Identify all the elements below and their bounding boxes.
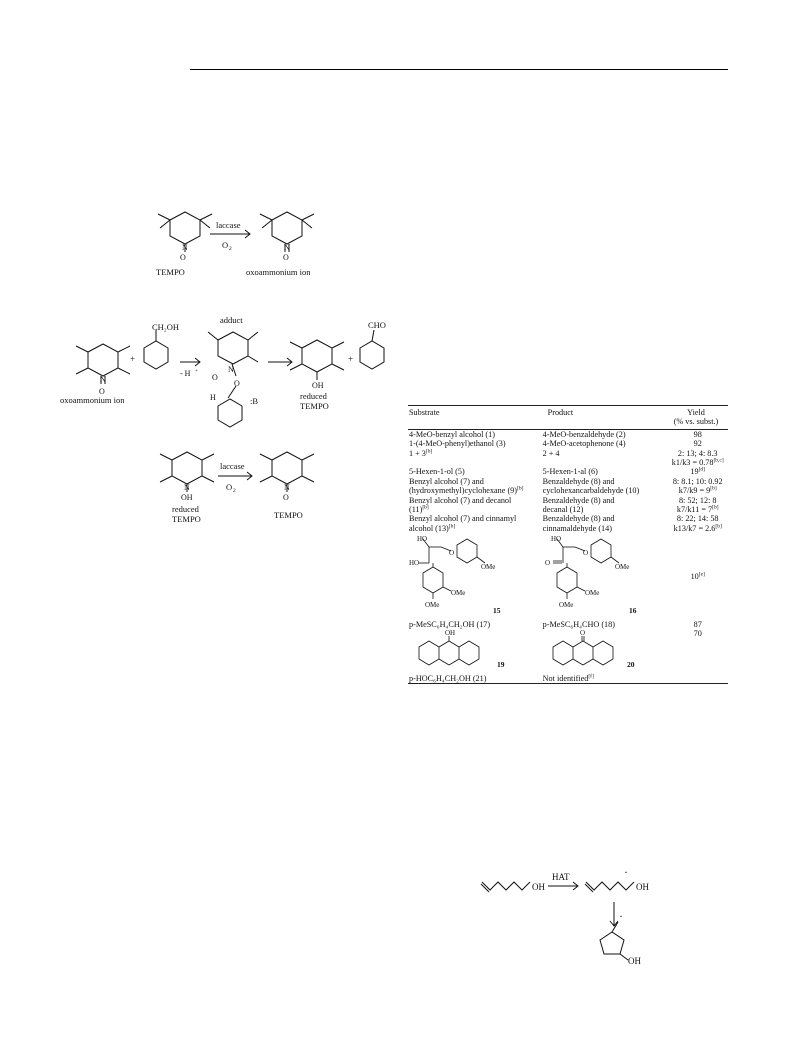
s2-plus-2: +	[348, 354, 354, 364]
svg-text:20: 20	[626, 660, 635, 670]
s2-benzyl-group: CH₂OH	[152, 322, 180, 332]
s2-right-label-1: reduced	[300, 391, 327, 401]
tempo-o-1: O	[180, 253, 186, 262]
oxo-n: N	[284, 243, 290, 252]
s1-reagent-top: laccase	[216, 220, 241, 230]
s2-left-label: oxoammonium ion	[60, 395, 125, 405]
svg-text:OMe: OMe	[425, 601, 440, 610]
header-product: Product	[547, 408, 574, 417]
adduct-n: N	[228, 365, 234, 374]
s2-o: O	[99, 387, 105, 396]
s3-n-right: N	[284, 483, 290, 492]
header-substrate: Substrate	[409, 408, 440, 417]
svg-text:OH: OH	[445, 629, 456, 638]
tempo-mechanism-scheme	[60, 190, 390, 540]
adduct-o-minus: O	[212, 373, 218, 382]
svg-text:O: O	[449, 549, 455, 558]
table-row: Benzyl alcohol (7) and cinnamyl alcohol (13)[b] Benzaldehyde (8) and cinnamaldehyde (14) 8: 22; 14: 58 k13/k7 = 2.6[b]	[409, 514, 722, 533]
s3-left-label-1: reduced	[172, 504, 199, 514]
s2-n: N	[100, 375, 106, 384]
table-row: p-HOC₆H₄CH₂OH (21) Not identified[f]	[409, 672, 594, 683]
hat-label: HAT	[552, 872, 570, 882]
xanthydrol-structure	[409, 629, 537, 671]
svg-text:OMe: OMe	[614, 563, 630, 572]
svg-text:O: O	[544, 559, 550, 568]
table-row: 1 + 3[b] 2 + 4 2: 13; 4: 8.3 k1/k3 = 0.78[b,c]	[409, 447, 724, 468]
radical-dot-1: ·	[624, 865, 628, 879]
svg-text:16: 16	[628, 606, 637, 616]
adduct-h: H	[210, 393, 216, 402]
s2-oh-2: OH	[636, 882, 649, 892]
s3-right-label: TEMPO	[274, 510, 303, 520]
s3-o: O	[283, 493, 289, 502]
table-row: OH 19 O 20 70	[408, 629, 728, 673]
header-yield: Yield (% vs. subst.)	[673, 408, 719, 427]
s3-reagent-sub: 2	[233, 488, 236, 494]
s2-oh-1: OH	[532, 882, 545, 892]
svg-text:OMe: OMe	[481, 563, 496, 572]
xanthone-structure	[543, 629, 665, 671]
s3-n-left: N	[184, 483, 190, 492]
svg-text:OMe: OMe	[451, 589, 466, 598]
s2-oh: OH	[312, 381, 324, 390]
s2-reagent: - H	[180, 369, 191, 378]
svg-text:HO: HO	[550, 535, 561, 544]
table-row: 4-MeO-benzyl alcohol (1) 4-MeO-benzaldehyde (2) 98	[409, 429, 702, 439]
s1-right-label: oxoammonium ion	[246, 267, 311, 277]
svg-text:O: O	[582, 549, 588, 558]
table-row: 1-(4-MeO-phenyl)ethanol (3) 4-MeO-acetophenone (4) 92	[409, 439, 702, 449]
s1-reagent-sub: 2	[229, 246, 232, 252]
adduct-o: O	[234, 379, 240, 388]
s2-right-label-2: TEMPO	[300, 401, 329, 411]
table-row: p-MeSC₆H₄CH₂OH (17) p-MeSC₆H₄CHO (18) 87	[409, 619, 702, 629]
table-row: Benzyl alcohol (7) and (hydroxymethyl)cyclohexane (9)[b] Benzaldehyde (8) and cyclohexancarbaldehyde (10) 8: 8.1; 10: 0.92 k7/k9 = 9[b]	[409, 476, 723, 496]
svg-text:19: 19	[497, 660, 505, 670]
s1-reagent-bottom: O	[222, 240, 229, 250]
s1-left-label: TEMPO	[156, 267, 185, 277]
table-row: 5-Hexen-1-ol (5) 5-Hexen-1-al (6) 19[d]	[409, 466, 706, 477]
header-rule	[190, 69, 728, 70]
hexenol-cyclization-scheme	[478, 860, 688, 970]
svg-text:HO: HO	[409, 559, 420, 568]
s3-reagent-top: laccase	[220, 461, 245, 471]
s2-reagent-sup: +	[195, 368, 199, 374]
radical-dot-2: ·	[619, 909, 623, 923]
svg-text:OMe: OMe	[584, 589, 600, 598]
s2-oh-3: OH	[628, 956, 641, 966]
svg-text:15: 15	[493, 606, 501, 616]
adduct-label: adduct	[220, 315, 243, 325]
s3-left-label-2: TEMPO	[172, 514, 201, 524]
oxo-o: O	[283, 253, 289, 262]
tempo-n-1: N	[182, 243, 188, 252]
lignin-model-product-structure	[543, 533, 665, 617]
s2-plus-1: +	[130, 354, 136, 364]
table-header-row	[408, 406, 728, 429]
table-row: Benzyl alcohol (7) and decanol (11)[b] Benzaldehyde (8) and decanal (12) 8: 52; 12: 8 k7/k11 = 7[b]	[409, 495, 719, 515]
oxidation-results-table	[408, 405, 728, 684]
svg-text:HO: HO	[417, 535, 428, 544]
svg-text:O: O	[579, 629, 585, 638]
lignin-model-substrate-structure	[409, 533, 537, 617]
table-row: HO HO O OMe OMe OMe 15 HO O O OMe OMe OMe 16 10[e]	[409, 535, 705, 616]
s3-reagent-bottom: O	[226, 482, 233, 492]
svg-text:OMe: OMe	[558, 601, 574, 610]
base-label: :B	[250, 396, 259, 406]
s2-product-group: CHO	[368, 320, 386, 330]
s3-oh: OH	[181, 493, 193, 502]
